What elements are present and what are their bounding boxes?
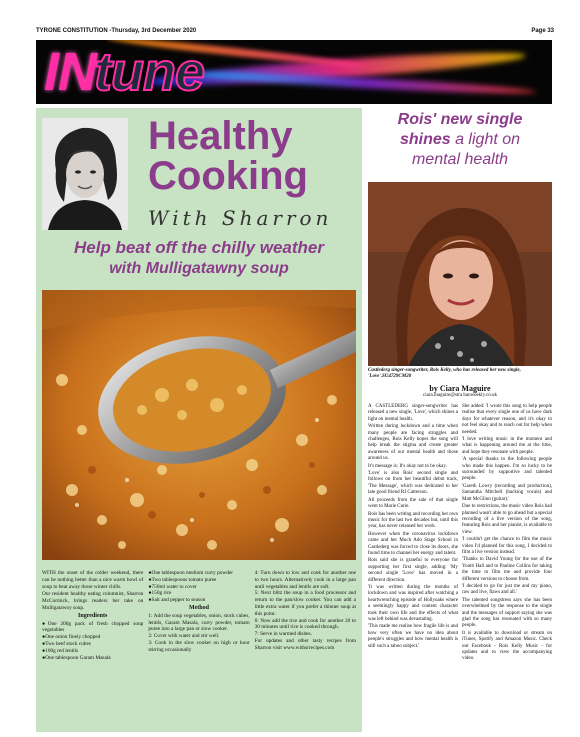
article-paragraph: Due to restrictions, the music video Rois had planned wasn't able to go ahead but a special recording of a live version of the song, featuring Rois and her pianist, is available to view. bbox=[462, 504, 552, 535]
recipe-intro-2: Our resident healthy eating columnist, Sharron McCormick, brings readers her take on Mulligatawny soup. bbox=[42, 591, 144, 611]
article-paragraph: Rois said she is grateful to everyone for supporting her first single, adding: 'My second single 'Love' has moved in a different direction. bbox=[368, 558, 458, 583]
column-title-healthy: Healthy bbox=[148, 114, 293, 158]
ingredient-item: ● One onion finely chopped bbox=[42, 634, 143, 641]
rois-article bbox=[368, 108, 552, 732]
article-paragraph: A CASTLEDERG singer-songwriter has released a new single, 'Love', which shines a light on mental health. bbox=[368, 404, 458, 422]
article-column-1 bbox=[368, 404, 458, 664]
ingredient-item: ● Two beef stock cubes bbox=[42, 641, 143, 648]
header-page-number: Page 33 bbox=[531, 28, 554, 34]
method-steps-continued: 4: Turn down to low and cook for another one to two hours. Alternatively cook in a large pan until vegetables and lentils are soft. 5: Next blitz the soup in a food processor and return to the pan/slow cooker. You can add a little extra water if you prefer a thinner soup at this point. 6: Now add the rice and cook for another 20 to 30 minutes until rice is cooked through. 7: Serve in warmed dishes. For updates and other tasty recipes from Sharron visit www.withsrrecipes.com bbox=[254, 570, 356, 651]
column-signature: With Sharron bbox=[148, 206, 333, 230]
article-paragraph: 'Thanks to David Young for the use of the Youth Hall and to Pauline Collins for taking the time to film me and provide four different versions to choose from. bbox=[462, 557, 552, 582]
method-heading: Method bbox=[188, 604, 209, 611]
article-paragraph: 'Love' is also Rois' second single and follows on from her beautiful debut track, 'The Message', which was dedicated to her late good friend RJ Catterson. bbox=[368, 471, 458, 496]
singer-photo bbox=[368, 182, 552, 366]
article-paragraph: However when the coronavirus lockdown came and her Much Ado Stage School in Castlederg was forced to close its doors, she found time to channel her energy and talent. bbox=[368, 531, 458, 556]
author-email: ciara.maguire@stra banweekly.co.uk bbox=[423, 393, 497, 398]
article-headline-line1: Rois' new single bbox=[397, 111, 523, 128]
article-paragraph: It is available to download or stream on iTunes, Spotify and Amazon Music. Check out Facebook - Rois Kelly Music - for updates and to view the accompanying video. bbox=[462, 630, 552, 662]
article-paragraph: 'A special thanks to the following people who made this happen. I'm so lucky to be surrounded by supportive and talented people. bbox=[462, 457, 552, 482]
article-headline-line3: mental health bbox=[411, 151, 509, 168]
column-title-cooking: Cooking bbox=[148, 154, 308, 198]
article-byline: by Ciara Maguire bbox=[429, 384, 491, 393]
method-steps: 1: Add the soup vegetables, onion, stock cubes, lentils, Garam Masala, curry powder, tomato puree into a large pan or slow cooker. 2: Cover with water and stir well. 3: Cook in the slow cooker on high or hour stirring occasionally bbox=[148, 612, 250, 653]
soup-photo bbox=[42, 290, 356, 560]
recipe-column-1 bbox=[42, 570, 143, 661]
logo-part-in: IN bbox=[44, 42, 96, 102]
article-paragraph: 'It was written during the months of lockdown and was inspired after watching a heartwrenching episode of Hollyoaks where a seemingly happy and content character took their own life and the effects of what was left behind was devastating. bbox=[368, 584, 458, 622]
recipe-column-3 bbox=[255, 570, 356, 661]
recipe-headline: Help beat off the chilly weather bbox=[73, 238, 325, 257]
ingredient-item: ● 100g red lentils bbox=[42, 648, 143, 655]
article-paragraph: All proceeds from the sale of that single went to Marie Curie. bbox=[368, 497, 458, 510]
article-text-columns bbox=[368, 404, 552, 664]
headline-emphasis: shines bbox=[399, 131, 451, 148]
article-paragraph: It's message is: It's okay not to be okay. bbox=[368, 463, 447, 469]
recipe-subheadline: with Mulligatawny soup bbox=[109, 260, 289, 277]
logo-part-tune: tune bbox=[94, 42, 204, 102]
article-headline-line2 bbox=[368, 130, 552, 149]
healthy-cooking-panel bbox=[36, 108, 362, 732]
ingredient-item: ● One tablespoon medium curry powder bbox=[148, 570, 249, 577]
article-paragraph: 'I couldn't get the chance to film the music video I'd planned for this song, I decided to film a live version instead. bbox=[462, 537, 552, 555]
ingredient-item: ● Salt and pepper to season bbox=[148, 597, 249, 604]
ingredient-item: ● One 200g pack of fresh chopped soup vegetables bbox=[42, 621, 143, 635]
article-paragraph: Rois has been writing and recording her own music for the last two decades but, until this year, has never released her work. bbox=[368, 511, 458, 530]
columnist-portrait bbox=[42, 118, 128, 230]
recipe-intro: WITH the onset of the colder weekend, there can be nothing better than a nice warm bowl of soup to beat away those winter chills. bbox=[42, 570, 144, 590]
ingredient-item: ● 750ml water to cover bbox=[148, 584, 249, 591]
article-paragraph: 'I love writing music in the moment and what is happening around me at the time, and hope they resonate with people. bbox=[462, 437, 552, 455]
intune-logo bbox=[44, 42, 204, 102]
recipe-text-columns bbox=[42, 570, 356, 661]
ingredients-heading: Ingredients bbox=[78, 612, 108, 619]
article-paragraph: 'I decided to go for just me and my piano, raw and live, flaws and all.' bbox=[462, 583, 552, 596]
headline-rest: a light on bbox=[450, 131, 521, 148]
article-paragraph: The talented songstress says she has been overwhelmed by the response to the single and the messages of support saying she was glad the song has resonated with so many people. bbox=[462, 597, 552, 629]
header-publication: TYRONE CONSTITUTION -Thursday, 3rd December 2020 bbox=[36, 28, 197, 34]
intune-banner bbox=[36, 40, 552, 104]
recipe-column-2 bbox=[148, 570, 249, 661]
ingredient-item: ● Two tablespoons tomato puree bbox=[148, 577, 249, 584]
ingredient-item: ● One tablespoon Garam Masala bbox=[42, 655, 143, 662]
page-header bbox=[36, 28, 554, 38]
article-column-2 bbox=[462, 404, 552, 664]
article-paragraph: Written during lockdown and a time when many people are facing struggles and challenges, Rois Kelly hopes the song will help break the stigma and create greater awareness of our mental health and those around us. bbox=[368, 424, 458, 462]
article-paragraph: 'This made me realise how fragile life is and how very often we have no idea about people's struggles and how mental health is still such a taboo subject.' bbox=[368, 624, 458, 649]
article-paragraph: She added: 'I wrote this song to help people realise that every single one of us have dark days for whatever reason, and it's okay to not feel okay and to reach out for help when needed. bbox=[462, 404, 552, 435]
photo-caption: Castlederg singer-songwriter, Rois Kelly, who has released her new single, 'Love'.SU4729CM20 bbox=[368, 368, 521, 379]
ingredients-list bbox=[42, 621, 143, 662]
article-paragraph: 'Gareth Lowry (recording and production), Samantha Mitchell (backing vocals) and Matt McGlinn (guitar).' bbox=[462, 483, 552, 502]
ingredient-item: ● 150g rice bbox=[148, 590, 249, 597]
ingredients-list-continued bbox=[148, 570, 249, 604]
